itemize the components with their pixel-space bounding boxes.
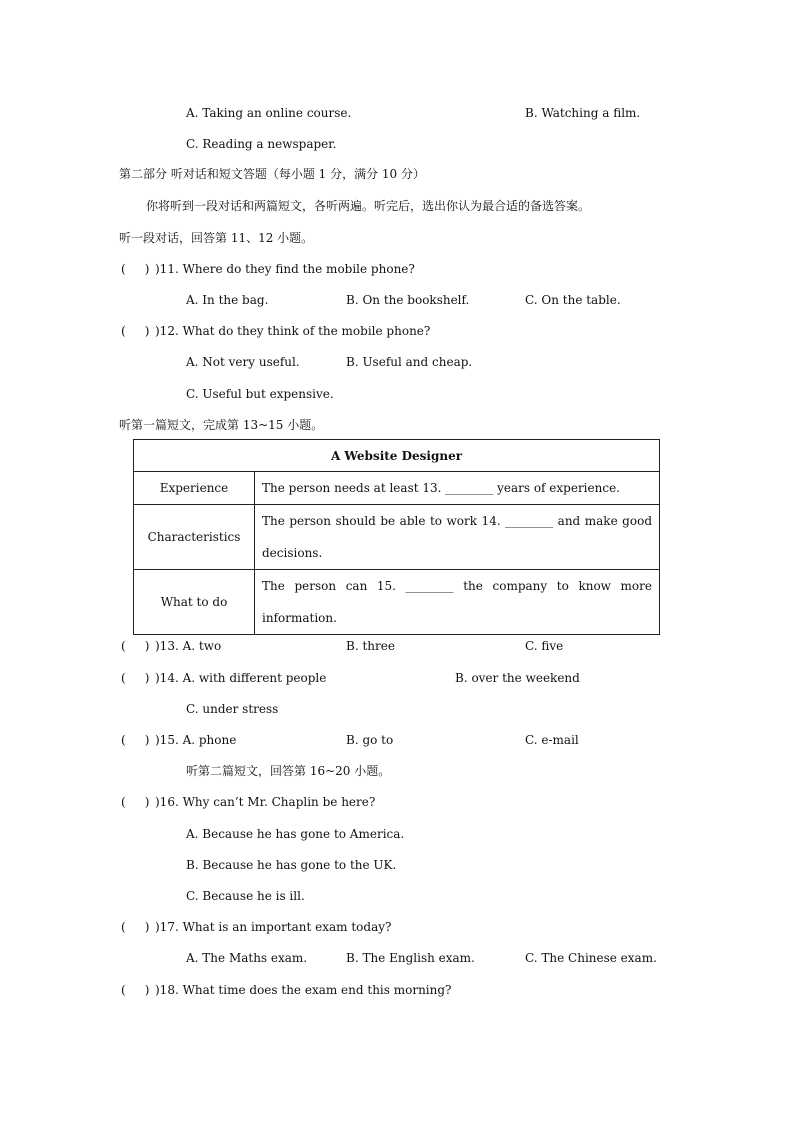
passage1-intro: 听第一篇短文，完成第 13~15 小题。 bbox=[119, 418, 324, 432]
q15-option-c: C. e-mail bbox=[525, 733, 579, 747]
q14-option-b: B. over the weekend bbox=[455, 671, 580, 685]
website-designer-table bbox=[133, 439, 660, 635]
answer-paren: ( ) bbox=[121, 795, 150, 809]
answer-paren: ( ) bbox=[121, 639, 150, 653]
table-row-label: Experience bbox=[134, 472, 255, 505]
table-title: A Website Designer bbox=[134, 440, 660, 472]
q16-option-b: B. Because he has gone to the UK. bbox=[186, 858, 397, 872]
q16-stem: )16. Why can’t Mr. Chaplin be here? bbox=[155, 795, 376, 809]
q13-option-b: B. three bbox=[346, 639, 395, 653]
dialogue-intro: 听一段对话，回答第 11、12 小题。 bbox=[119, 231, 314, 245]
q11-option-a: A. In the bag. bbox=[186, 293, 269, 307]
answer-paren: ( ) bbox=[121, 262, 150, 276]
q12-option-c: C. Useful but expensive. bbox=[186, 387, 334, 401]
answer-paren: ( ) bbox=[121, 671, 150, 685]
q17-option-c: C. The Chinese exam. bbox=[525, 951, 657, 965]
table-row-label: What to do bbox=[134, 570, 255, 635]
q16-option-a: A. Because he has gone to America. bbox=[186, 827, 405, 841]
q14-stem: )14. A. with different people bbox=[155, 671, 327, 685]
q10-option-a: A. Taking an online course. bbox=[186, 106, 352, 120]
table-row-text: The person needs at least 13. ________ years of experience. bbox=[255, 472, 660, 505]
part2-heading: 第二部分 听对话和短文答题（每小题 1 分，满分 10 分） bbox=[119, 167, 425, 181]
q12-option-a: A. Not very useful. bbox=[186, 355, 300, 369]
passage2-intro: 听第二篇短文，回答第 16~20 小题。 bbox=[186, 764, 391, 778]
answer-paren: ( ) bbox=[121, 920, 150, 934]
q10-option-c: C. Reading a newspaper. bbox=[186, 137, 337, 151]
table-row-label: Characteristics bbox=[134, 505, 255, 570]
q13-option-c: C. five bbox=[525, 639, 564, 653]
part2-instruction: 你将听到一段对话和两篇短文，各听两遍。听完后，选出你认为最合适的备选答案。 bbox=[146, 199, 591, 213]
q14-option-c: C. under stress bbox=[186, 702, 279, 716]
answer-paren: ( ) bbox=[121, 733, 150, 747]
answer-paren: ( ) bbox=[121, 983, 150, 997]
q16-option-c: C. Because he is ill. bbox=[186, 889, 305, 903]
q17-option-a: A. The Maths exam. bbox=[186, 951, 308, 965]
q15-stem: )15. A. phone bbox=[155, 733, 237, 747]
q17-stem: )17. What is an important exam today? bbox=[155, 920, 392, 934]
q11-stem: )11. Where do they find the mobile phone? bbox=[155, 262, 415, 276]
table-row-text: The person can 15. ________ the company to know more information. bbox=[255, 570, 660, 635]
q11-option-c: C. On the table. bbox=[525, 293, 621, 307]
q18-stem: )18. What time does the exam end this morning? bbox=[155, 983, 452, 997]
table-row-text: The person should be able to work 14. ________ and make good decisions. bbox=[255, 505, 660, 570]
q15-option-b: B. go to bbox=[346, 733, 394, 747]
q17-option-b: B. The English exam. bbox=[346, 951, 475, 965]
q13-stem: )13. A. two bbox=[155, 639, 222, 653]
q12-stem: )12. What do they think of the mobile phone? bbox=[155, 324, 431, 338]
q10-option-b: B. Watching a film. bbox=[525, 106, 641, 120]
q11-option-b: B. On the bookshelf. bbox=[346, 293, 470, 307]
answer-paren: ( ) bbox=[121, 324, 150, 338]
q12-option-b: B. Useful and cheap. bbox=[346, 355, 473, 369]
